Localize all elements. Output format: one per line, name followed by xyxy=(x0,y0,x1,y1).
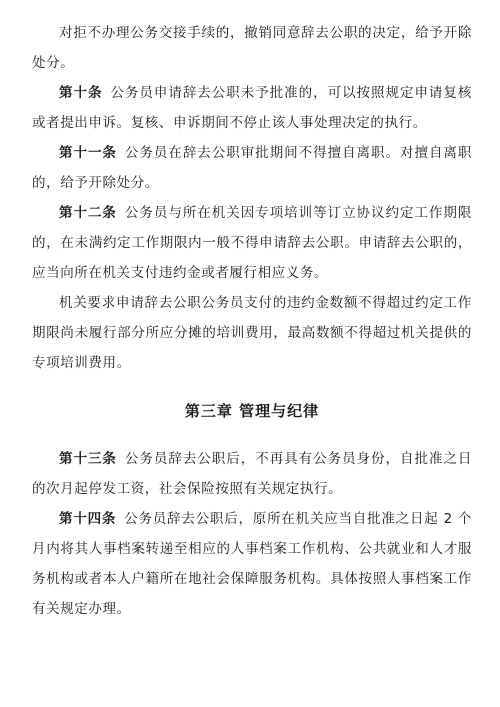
paragraph xyxy=(32,198,472,288)
paragraph-text: 公务员辞去公职后，原所在机关应当自批准之日起 2 个月内将其人事档案转递至相应的人事档案工作机构、公共就业和人才服务机构或者本人户籍所在地社会保障服务机构。具体按照人事档案工作有关规定办理。 xyxy=(32,511,472,617)
paragraph xyxy=(32,288,472,378)
article-number: 第十四条 xyxy=(59,511,117,527)
article-number: 第十一条 xyxy=(59,145,117,161)
paragraph xyxy=(32,504,472,624)
paragraph-text: 公务员辞去公职后，不再具有公务员身份，自批准之日的次月起停发工资，社会保险按照有关规定执行。 xyxy=(32,451,472,497)
paragraph xyxy=(32,78,472,138)
paragraph-text: 公务员与所在机关因专项培训等订立协议约定工作期限的，在未满约定工作期限内一般不得申请辞去公职。申请辞去公职的，应当向所在机关支付违约金或者履行相应义务。 xyxy=(32,205,472,281)
paragraph-text: 机关要求申请辞去公职公务员支付的违约金数额不得超过约定工作期限尚未履行部分所应分摊的培训费用，最高数额不得超过机关提供的专项培训费用。 xyxy=(32,295,472,371)
paragraph xyxy=(32,444,472,504)
paragraph-text: 公务员在辞去公职审批期间不得擅自离职。对擅自离职的，给予开除处分。 xyxy=(32,145,472,191)
paragraph-text: 对拒不办理公务交接手续的，撤销同意辞去公职的决定，给予开除处分。 xyxy=(32,25,472,71)
article-number: 第十二条 xyxy=(59,205,117,221)
paragraph xyxy=(32,138,472,198)
paragraph xyxy=(32,18,472,78)
article-number: 第十三条 xyxy=(59,451,117,467)
paragraph-text: 公务员申请辞去公职未予批准的，可以按照规定申请复核或者提出申诉。复核、申诉期间不停止该人事处理决定的执行。 xyxy=(32,85,472,131)
chapter-title: 第三章 管理与纪律 xyxy=(184,402,320,420)
article-number: 第十条 xyxy=(59,85,103,101)
document-page xyxy=(32,18,472,624)
